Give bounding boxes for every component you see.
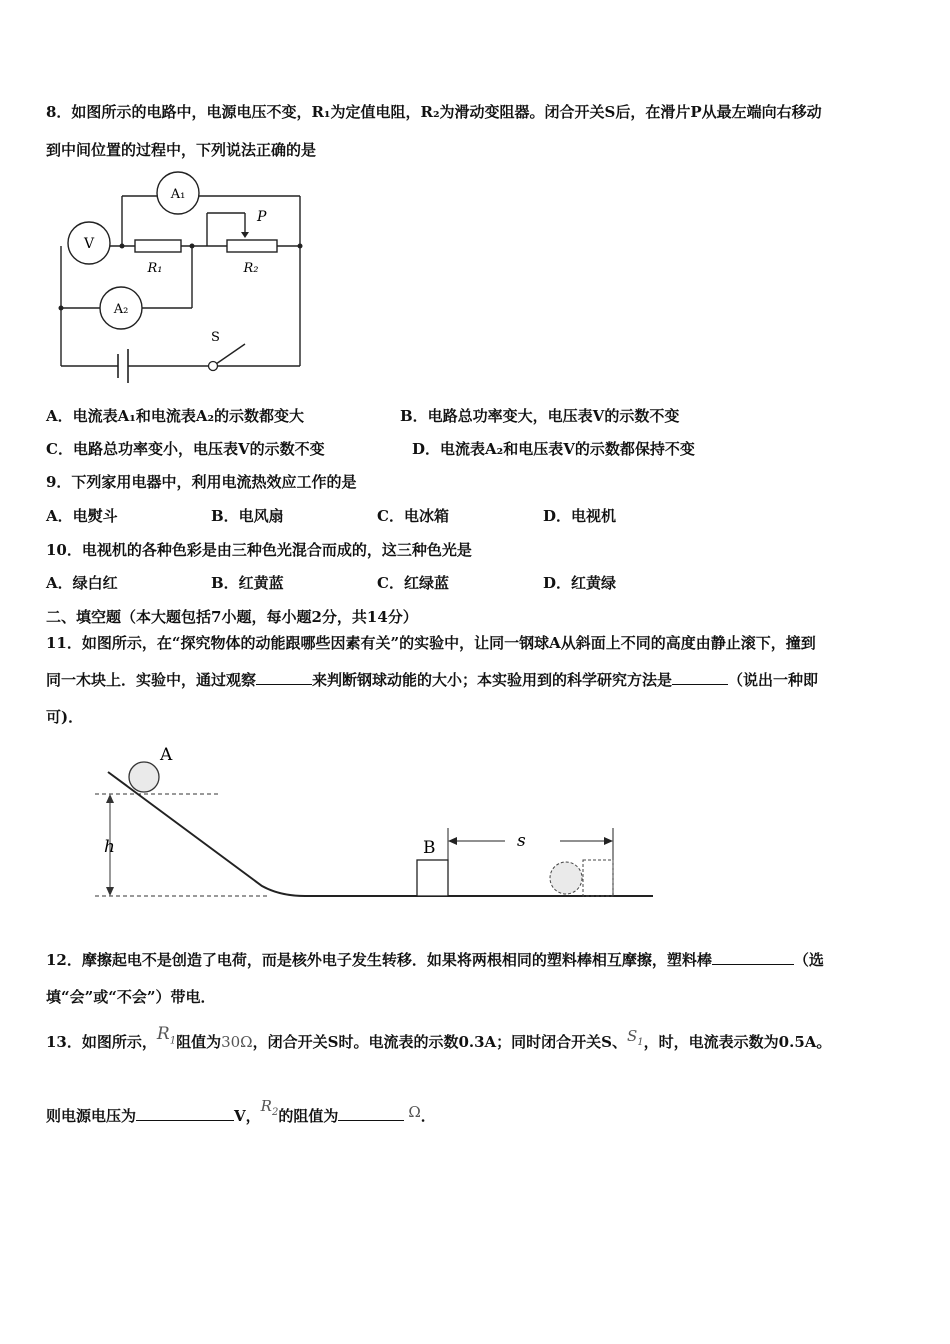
q12-stem-line1 [46,950,824,970]
q13-omega: Ω [408,1103,421,1121]
q13-text-3: ，闭合开关S时。电流表的示数0.3A；同时闭合开关S、 [252,1033,628,1051]
circuit-diagram [45,168,315,388]
q13-r1 [156,1024,177,1047]
label-v: V [83,236,95,252]
q13-r2-sub: 2 [271,1107,279,1118]
q13-r2 [260,1097,279,1118]
ramp-figure [90,740,670,910]
label-r2: R₂ [243,261,259,276]
q11-text-b: 来判断钢球动能的大小；本实验用到的科学研究方法是 [312,671,673,689]
q12-blank[interactable] [712,950,794,965]
ball-final [550,862,582,894]
q11-blank-2[interactable] [672,670,728,685]
label-r1: R₁ [147,261,163,276]
q10-option-c[interactable]: C．红绿蓝 [377,574,449,592]
label-s: S [211,330,220,345]
q11-text-a: 同一木块上．实验中，通过观察 [46,671,257,689]
q10-option-d[interactable]: D．红黄绿 [543,574,617,592]
q8-option-d[interactable]: D．电流表A₂和电压表V的示数都保持不变 [412,440,695,458]
ball-a [129,762,159,792]
q11-stem-line1: 11．如图所示，在“探究物体的动能跟哪些因素有关”的实验中，让同一钢球A从斜面上不同的高度由静止滚下，撞到 [46,634,816,652]
q11-text-c: （说出一种即 [728,671,819,689]
q8-option-a[interactable]: A．电流表A₁和电流表A₂的示数都变大 [46,407,305,425]
q9-stem: 9．下列家用电器中，利用电流热效应工作的是 [46,473,357,491]
q12-text-a: 12．摩擦起电不是创造了电荷，而是核外电子发生转移．如果将两根相同的塑料棒相互摩擦，塑料棒 [46,951,712,969]
block-b [417,860,448,896]
q9-option-d[interactable]: D．电视机 [543,507,617,525]
q11-stem-line2 [46,670,818,690]
label-s: s [517,831,526,851]
section-title: 二、填空题（本大题包括7小题，每小题2分，共14分） [46,608,418,626]
q13-r1-sub: 1 [169,1035,177,1047]
q8-option-c[interactable]: C．电路总功率变小，电压表V的示数不变 [46,440,325,458]
q9-option-a[interactable]: A．电熨斗 [46,507,118,525]
q12-text-b: （选 [793,951,824,969]
q9-option-b[interactable]: B．电风扇 [211,507,284,525]
q8-option-b[interactable]: B．电路总功率变大，电压表V的示数不变 [400,407,680,425]
q10-option-a[interactable]: A．绿白红 [46,574,118,592]
q13-text-2: 阻值为 [176,1033,222,1051]
q13-blank-resistance[interactable] [338,1106,404,1121]
q13-r2-letter: R [260,1097,272,1115]
q13-r1-value: 30Ω [221,1033,253,1051]
q13-text-6: V， [234,1107,261,1125]
q10-option-b[interactable]: B．红黄蓝 [211,574,284,592]
q8-stem-line1: 8．如图所示的电路中，电源电压不变，R₁为定值电阻，R₂为滑动变阻器。闭合开关S后，在滑片P从最左端向右移动 [46,103,822,121]
q13-s1-sub: 1 [637,1037,644,1048]
q13-text-4: ，时，电流表示数为0.5A。 [643,1033,832,1051]
label-a: A [160,745,173,765]
q13-s1-letter: S [627,1027,638,1045]
q9-option-c[interactable]: C．电冰箱 [377,507,449,525]
q13-blank-voltage[interactable] [136,1106,234,1121]
q13-r1-letter: R [156,1024,170,1044]
q11-blank-1[interactable] [256,670,312,685]
q11-stem-line3: 可)． [46,708,84,726]
q12-stem-line2: 填“会”或“不会”）带电． [46,988,216,1006]
q13-text-8: ． [420,1107,436,1125]
label-a1: A₁ [170,187,186,202]
q13-stem-line1 [46,1024,832,1059]
q13-text-7: 的阻值为 [278,1107,339,1125]
label-p: P [257,209,267,225]
label-b: B [423,838,436,858]
label-a2: A₂ [113,302,129,317]
q13-text-5: 则电源电压为 [46,1107,137,1125]
q13-stem-line2 [46,1097,436,1133]
q10-stem: 10．电视机的各种色彩是由三种色光混合而成的，这三种色光是 [46,541,472,559]
q13-s1 [627,1027,644,1048]
q13-text-1: 13．如图所示， [46,1033,157,1051]
label-h: h [104,837,115,857]
q8-stem-line2: 到中间位置的过程中，下列说法正确的是 [46,141,317,159]
